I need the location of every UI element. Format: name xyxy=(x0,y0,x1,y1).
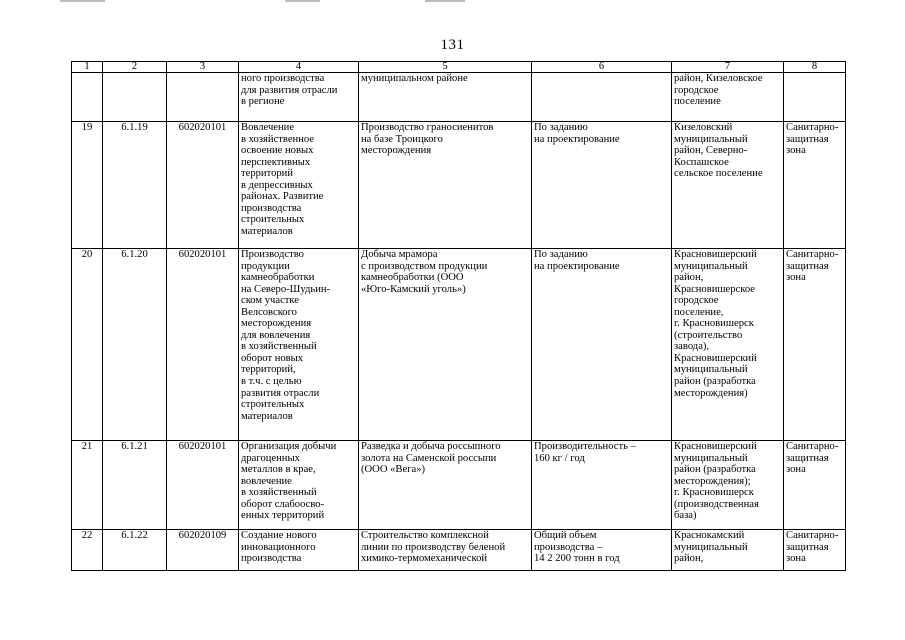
zone-cell: Санитарно- защитная зона xyxy=(784,441,846,530)
description-cell: Добыча мрамора с производством продукции камнеобработки (ООО «Юго-Камский уголь») xyxy=(359,249,532,441)
column-header: 8 xyxy=(784,62,846,73)
row-number-cell: 22 xyxy=(72,530,103,571)
goal-cell: ного производства для развития отрасли в регионе xyxy=(239,73,359,122)
parameters-cell xyxy=(532,73,672,122)
column-header: 7 xyxy=(672,62,784,73)
zone-cell: Санитарно- защитная зона xyxy=(784,249,846,441)
code-cell: 6.1.22 xyxy=(103,530,167,571)
code-cell xyxy=(103,73,167,122)
location-cell: Краснокамский муниципальный район, xyxy=(672,530,784,571)
goal-cell: Производство продукции камнеобработки на Северо-Шудьин- ском участке Велсовского месторождения для вовлечения в хозяйственный оборот новых территорий, в т.ч. с целью развития отрасли строительных материалов xyxy=(239,249,359,441)
zone-cell: Санитарно- защитная зона xyxy=(784,530,846,571)
goal-cell: Создание нового инновационного производства xyxy=(239,530,359,571)
description-cell: Разведка и добыча россыпного золота на Саменской россыпи (ООО «Вега») xyxy=(359,441,532,530)
id-cell: 602020101 xyxy=(167,249,239,441)
column-header: 3 xyxy=(167,62,239,73)
scan-edge-line-left xyxy=(60,0,105,2)
goal-cell: Вовлечение в хозяйственное освоение новых перспективных территорий в депрессивных районах. Развитие производства строительных материалов xyxy=(239,122,359,249)
goal-cell: Организация добычи драгоценных металлов в крае, вовлечение в хозяйственный оборот слабоосво- енных территорий xyxy=(239,441,359,530)
location-cell: Красновишерский муниципальный район (разработка месторождения); г. Красновишерск (производственная база) xyxy=(672,441,784,530)
table-header-row xyxy=(72,62,846,73)
column-header: 4 xyxy=(239,62,359,73)
code-cell: 6.1.21 xyxy=(103,441,167,530)
column-header: 2 xyxy=(103,62,167,73)
parameters-cell: Производительность – 160 кг / год xyxy=(532,441,672,530)
parameters-cell: По заданию на проектирование xyxy=(532,249,672,441)
table-row xyxy=(72,249,846,441)
id-cell: 602020109 xyxy=(167,530,239,571)
id-cell xyxy=(167,73,239,122)
id-cell: 602020101 xyxy=(167,441,239,530)
description-cell: муниципальном районе xyxy=(359,73,532,122)
row-number-cell xyxy=(72,73,103,122)
description-cell: Производство граносиенитов на базе Троицкого месторождения xyxy=(359,122,532,249)
row-number-cell: 19 xyxy=(72,122,103,249)
row-number-cell: 21 xyxy=(72,441,103,530)
row-number-cell: 20 xyxy=(72,249,103,441)
table-row xyxy=(72,122,846,249)
location-cell: район, Кизеловское городское поселение xyxy=(672,73,784,122)
id-cell: 602020101 xyxy=(167,122,239,249)
scan-edge-line-mid xyxy=(285,0,320,2)
document-table xyxy=(71,61,846,571)
page-number: 131 xyxy=(440,37,465,53)
description-cell: Строительство комплексной линии по производству беленой химико-термомеханической xyxy=(359,530,532,571)
code-cell: 6.1.20 xyxy=(103,249,167,441)
zone-cell: Санитарно- защитная зона xyxy=(784,122,846,249)
column-header: 6 xyxy=(532,62,672,73)
location-cell: Кизеловский муниципальный район, Северно- Коспашское сельское поселение xyxy=(672,122,784,249)
code-cell: 6.1.19 xyxy=(103,122,167,249)
parameters-cell: По заданию на проектирование xyxy=(532,122,672,249)
column-header: 5 xyxy=(359,62,532,73)
column-header: 1 xyxy=(72,62,103,73)
parameters-cell: Общий объем производства – 14 2 200 тонн в год xyxy=(532,530,672,571)
table-row xyxy=(72,441,846,530)
zone-cell xyxy=(784,73,846,122)
location-cell: Красновишерский муниципальный район, Красновишерское городское поселение, г. Красновишерск (строительство завода), Красновишерский муниципальный район (разработка месторождения) xyxy=(672,249,784,441)
table-row-continued xyxy=(72,73,846,122)
table-row xyxy=(72,530,846,571)
scan-edge-line-right xyxy=(425,0,465,2)
